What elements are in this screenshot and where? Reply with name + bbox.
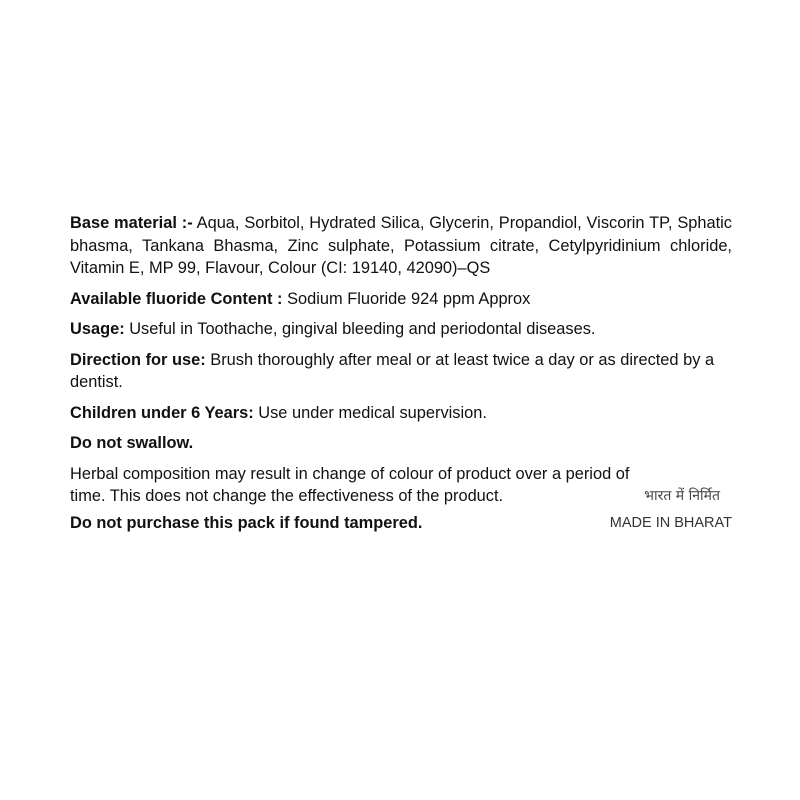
children-paragraph bbox=[70, 402, 732, 425]
tamper-row bbox=[70, 512, 732, 535]
usage-text: Useful in Toothache, gingival bleeding and periodontal diseases. bbox=[129, 320, 596, 338]
direction-paragraph bbox=[70, 349, 732, 394]
do-not-swallow-text: Do not swallow. bbox=[70, 434, 194, 452]
base-material-paragraph bbox=[70, 212, 732, 280]
fluoride-content-paragraph bbox=[70, 288, 732, 311]
made-in-bharat-text: MADE IN BHARAT bbox=[609, 514, 732, 531]
fluoride-text: Sodium Fluoride 924 ppm Approx bbox=[287, 289, 531, 308]
herbal-notice-line-1: Herbal composition may result in change of colour of product over a period of bbox=[70, 464, 630, 483]
herbal-notice-paragraph bbox=[70, 463, 732, 508]
direction-text: Brush thoroughly after meal or at least twice a day or as directed by a dentist. bbox=[70, 350, 715, 391]
usage-heading: Usage: bbox=[70, 320, 125, 338]
direction-heading: Direction for use: bbox=[70, 350, 206, 369]
children-text: Use under medical supervision. bbox=[258, 403, 487, 422]
herbal-notice-line-2: time. This does not change the effectiveness of the product. bbox=[70, 487, 504, 505]
tamper-warning-text: Do not purchase this pack if found tampered. bbox=[70, 513, 423, 532]
base-material-heading: Base material :- bbox=[70, 214, 193, 232]
made-in-hindi-text: भारत में निर्मित bbox=[644, 488, 720, 504]
children-heading: Children under 6 Years: bbox=[70, 403, 254, 422]
product-label-text bbox=[70, 212, 732, 534]
do-not-swallow-paragraph bbox=[70, 432, 732, 455]
usage-paragraph bbox=[70, 318, 732, 341]
fluoride-heading: Available fluoride Content : bbox=[70, 289, 283, 308]
base-material-text: Aqua, Sorbitol, Hydrated Silica, Glycerin, Propandiol, Viscorin TP, Sphatic bhasma, Tankana Bhasma, Zinc sulphate, Potassium citrate, Cetylpyridinium chloride, Vitamin E, MP 99, Flavour, Colour (CI: 19140, 42090)–QS bbox=[70, 214, 733, 277]
herbal-notice-row bbox=[70, 485, 732, 508]
